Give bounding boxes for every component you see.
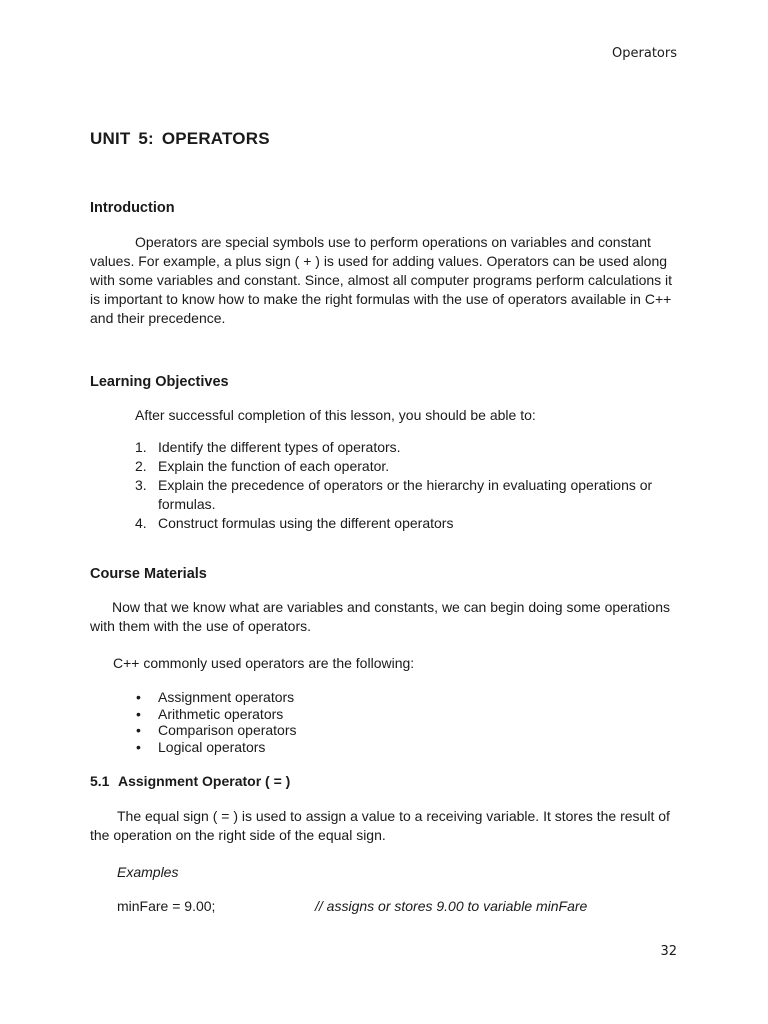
course-materials-heading: Course Materials — [90, 566, 207, 582]
objective-number: 3. — [135, 477, 147, 493]
running-header: Operators — [612, 46, 677, 61]
example-comment: // assigns or stores 9.00 to variable minFare — [315, 898, 588, 914]
objective-item — [135, 476, 675, 514]
bullet-icon: • — [136, 738, 141, 755]
unit-title: UNIT 5: OPERATORS — [90, 129, 270, 148]
objective-item — [135, 438, 675, 457]
bullet-icon: • — [136, 689, 141, 705]
objective-text: Identify the different types of operators. — [158, 439, 401, 455]
bullet-text: Logical operators — [158, 738, 266, 755]
section-title: Assignment Operator ( = ) — [118, 773, 291, 789]
bullet-icon: • — [136, 705, 141, 722]
objective-number: 2. — [135, 458, 147, 474]
example-code: minFare = 9.00; — [117, 898, 216, 914]
bullet-text: Arithmetic operators — [158, 705, 284, 722]
bullet-item — [135, 722, 675, 739]
objective-item — [135, 457, 675, 476]
operators-list-intro: C++ commonly used operators are the following: — [113, 655, 415, 671]
learning-objectives-intro: After successful completion of this lesson, you should be able to: — [135, 407, 536, 423]
introduction-heading: Introduction — [90, 200, 175, 216]
operators-bullet-list — [135, 689, 675, 755]
examples-label: Examples — [117, 864, 179, 880]
objective-number: 4. — [135, 515, 147, 531]
learning-objectives-heading: Learning Objectives — [90, 374, 229, 390]
objective-number: 1. — [135, 439, 147, 455]
objective-text: Explain the function of each operator. — [158, 458, 390, 474]
bullet-item — [135, 739, 675, 756]
section-number: 5.1 — [90, 773, 110, 789]
bullet-icon: • — [136, 722, 141, 738]
bullet-text: Comparison operators — [158, 722, 297, 738]
objective-item — [135, 514, 675, 533]
page-number: 32 — [660, 944, 677, 959]
objective-text: Explain the precedence of operators or the hierarchy in evaluating operations or formulas. — [158, 477, 653, 512]
bullet-text: Assignment operators — [158, 689, 295, 705]
objective-text: Construct formulas using the different operators — [158, 515, 454, 531]
bullet-item — [135, 706, 675, 723]
section-5-1-paragraph: The equal sign ( = ) is used to assign a value to a receiving variable. It stores the result of the operation on the right side of the equal sign. — [90, 808, 670, 843]
bullet-item — [135, 689, 675, 706]
introduction-paragraph: Operators are special symbols use to perform operations on variables and constant values. For example, a plus sign ( + ) is used for adding values. Operators can be used along with some variables and constant. Since, almost all computer programs perform calculations it is important to know how to make the right formulas with the use of operators available in C++ and their precedence. — [90, 234, 673, 326]
objectives-list — [135, 438, 675, 533]
course-materials-paragraph: Now that we know what are variables and constants, we can begin doing some operations with them with the use of operators. — [90, 599, 670, 634]
section-5-1-heading — [90, 773, 290, 789]
